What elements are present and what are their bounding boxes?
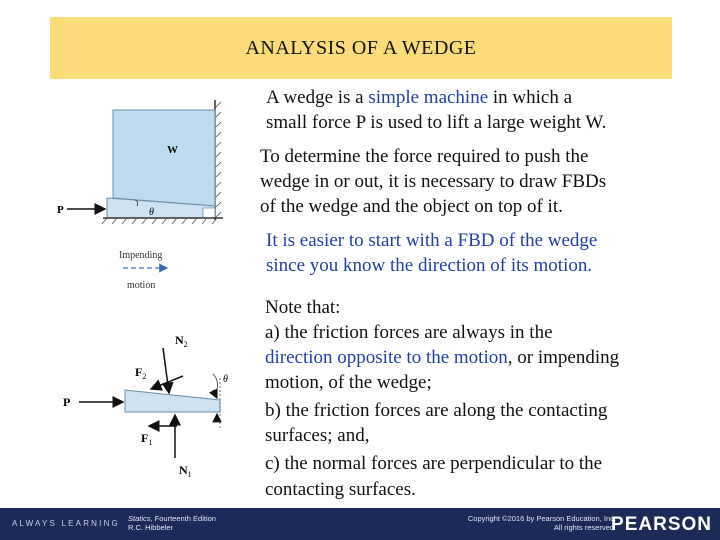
n2-label: $N_2$: [175, 333, 188, 349]
theta-label: θ: [223, 374, 228, 385]
wedge-shape: [125, 390, 220, 412]
paragraph-3-line-2: since you know the direction of its motion.: [266, 255, 593, 276]
footer-copyright: [468, 514, 616, 532]
small-force-arrow-top: [213, 390, 217, 398]
note-b-line-2: surfaces; and,: [265, 425, 370, 446]
normal-force-n2-arrow: [163, 348, 169, 393]
author: R.C. Hibbeler: [128, 523, 174, 532]
paragraph-3-line-1: It is easier to start with a FBD of the wedge: [266, 230, 598, 251]
f1-label: $F_1$: [141, 431, 153, 447]
slide-title: ANALYSIS OF A WEDGE: [245, 37, 477, 59]
motion-label: motion: [127, 280, 156, 291]
paragraph-1-line-1: [266, 86, 572, 110]
floor-hatch: [102, 218, 217, 224]
paragraph-2-line-1: To determine the force required to push the: [260, 146, 589, 167]
highlighted-phrase: direction opposite to the motion: [265, 347, 508, 368]
angle-label: θ: [149, 207, 154, 218]
force-p-label: P: [57, 204, 64, 216]
footer-brand: ALWAYS LEARNING: [12, 519, 120, 528]
weight-label: W: [167, 144, 178, 156]
highlighted-term: simple machine: [368, 87, 489, 108]
rights-text: All rights reserved.: [553, 523, 616, 532]
angle-arc: [213, 374, 218, 390]
paragraph-2-line-3: of the wedge and the object on top of it.: [260, 196, 563, 217]
note-c-line-2: contacting surfaces.: [265, 479, 416, 500]
book-title-line: [128, 514, 216, 523]
copyright-text: Copyright ©2016 by Pearson Education, Inc.: [467, 514, 616, 523]
book-title: Statics,: [128, 514, 153, 523]
roller-gap: [203, 208, 215, 218]
note-heading: Note that:: [265, 297, 341, 318]
book-edition: Fourteenth Edition: [152, 514, 216, 523]
f2-label: $F_2$: [135, 365, 147, 381]
note-a-line-2: [265, 346, 619, 370]
text-run: A wedge is a: [266, 87, 369, 108]
note-a-line-3: motion, of the wedge;: [265, 372, 432, 393]
paragraph-1-line-2: small force P is used to lift a large weight W.: [266, 112, 607, 133]
paragraph-2-line-2: wedge in or out, it is necessary to draw FBDs: [260, 171, 607, 192]
impending-label: Impending: [119, 250, 163, 261]
note-b-line-1: b) the friction forces are along the contacting: [265, 400, 608, 421]
text-run: , or impending: [507, 347, 620, 368]
n1-label: $N_1$: [179, 463, 192, 479]
p-label: P: [63, 395, 71, 409]
footer-bar: [0, 508, 720, 540]
weight-block: [113, 110, 215, 206]
pearson-logo: PEARSON: [611, 514, 712, 535]
note-c-line-1: c) the normal forces are perpendicular to the: [265, 453, 603, 474]
footer-book-info: [128, 514, 216, 532]
wedge-block-figure: [55, 98, 245, 298]
wedge-fbd-figure: [55, 318, 255, 483]
title-banner: [50, 17, 672, 79]
note-a-line-1: a) the friction forces are always in the: [265, 322, 553, 343]
text-run: in which a: [488, 87, 573, 108]
wall-hatch: [215, 102, 221, 218]
